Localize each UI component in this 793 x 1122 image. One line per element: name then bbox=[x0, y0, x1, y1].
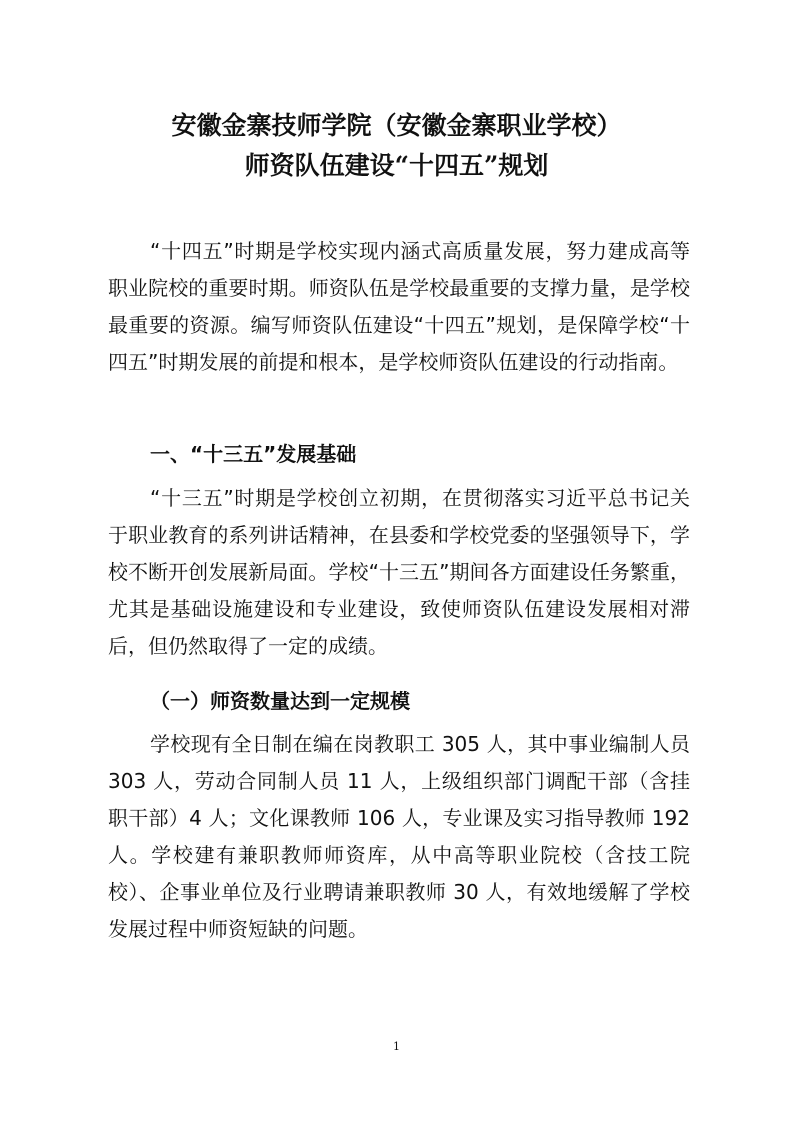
document-title-line-1: 安徽金寨技师学院（安徽金寨职业学校） bbox=[171, 111, 622, 140]
subsection-heading-1: （一）师资数量达到一定规模 bbox=[150, 689, 410, 713]
intro-paragraph: “十四五”时期是学校实现内涵式高质量发展，努力建成高等职业院校的重要时期。师资队伍是学校最重要的支撑力量，是学校最重要的资源。编写师资队伍建设“十四五”规划，是保障学校“十四五”时期发展的前提和根本，是学校师资队伍建设的行动指南。 bbox=[108, 239, 690, 374]
page-number: 1 bbox=[393, 1040, 400, 1053]
section-1-paragraph: “十三五”时期是学校创立初期，在贯彻落实习近平总书记关于职业教育的系列讲话精神，在县委和学校党委的坚强领导下，学校不断开创发展新局面。学校“十三五”期间各方面建设任务繁重，尤其是基础设施建设和专业建设，致使师资队伍建设发展相对滞后，但仍然取得了一定的成绩。 bbox=[108, 486, 690, 658]
document-title-line-2: 师资队伍建设“十四五”规划 bbox=[244, 151, 549, 180]
subsection-1-paragraph: 学校现有全日制在编在岗教职工 305 人，其中事业编制人员 303 人，劳动合同制人员 11 人，上级组织部门调配干部（含挂职干部）4 人；文化课教师 106 人，专业课及实习指导教师 192 人。学校建有兼职教师师资库，从中高等职业院校（含技工院校）、企事业单位及行业聘请兼职教师 30 人，有效地缓解了学校发展过程中师资短缺的问题。 bbox=[108, 732, 690, 941]
section-heading-1: 一、“十三五”发展基础 bbox=[150, 442, 357, 466]
